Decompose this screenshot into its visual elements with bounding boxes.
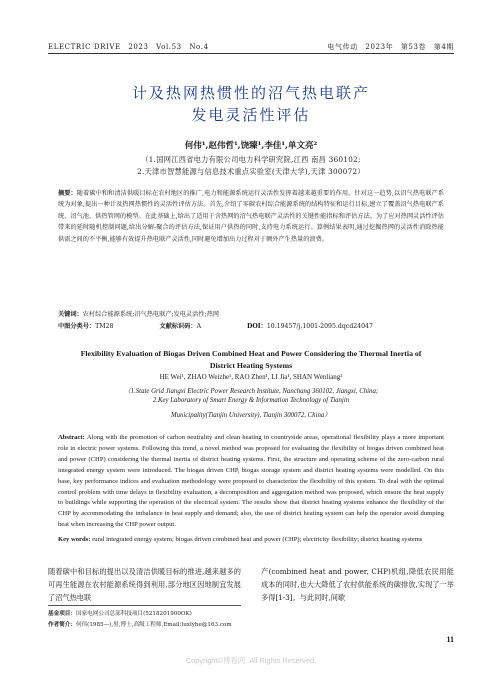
abstract-en-text: Along with the promotion of carbon neutrality and clean heating in countryside areas, operational flexibility plays a more important role in electric power systems. Following this trend, a novel method was proposed for evaluating the flexibility of biogas driven combined heat and power (CHP) considering the thermal inertia of district heating systems. First, the structure and operating scheme of the zero-carbon rural integrated energy system were introduced. The biogas driven CHP, biogas storage system and district heating systems were modelled. On this base, key performance indices and evaluation methodology were proposed to characterize the flexibility of this system. To deal with the optimal control problem with time delays in flexibility evaluation, a decomposition and aggregation method was proposed, which ensure the heat supply to buildings while supporting the operation of the electrical system. The results show that district heating systems enhance the flexibility of the CHP by accommodating the imbalance in heat supply and demand; also, the use of district heating system can help the operator avoid dumping heat when increasing the CHP power output. [58, 434, 444, 529]
paper-title-en-line1: Flexibility Evaluation of Biogas Driven Combined Heat and Power Considering the Thermal Inertia of [80, 349, 422, 358]
affiliation-cn-1: （1.国网江西省电力有限公司电力科学研究院,江西 南昌 360102; [141, 155, 361, 164]
clc-number: 中图分类号：TM28 [58, 323, 114, 330]
classification-line [58, 321, 444, 330]
page-number: 11 [446, 635, 454, 644]
body-text-column-1: 随着碳中和目标的提出以及清洁供暖目标的推进,越来越多的可再生能源在农村能源系统得到利用,部分地区因地制宜发展了沼气热电联 [48, 567, 241, 602]
authors-cn: 何伟¹,赵伟哲¹,饶臻¹,李佳¹,单文亮² [184, 141, 318, 151]
footnote-author-bio: 作者简介：何伟(1985—),男,博士,高级工程师,Email:luxlyhe@163.com [48, 622, 232, 628]
affiliation-en-3: Municipality(Tianjin University), Tianjin 300072, China） [170, 412, 332, 419]
body-text-column-2: 产(combined heat and power, CHP)机组,降低农民用能成本的同时,也大大降低了农村供能系统的碳排放,实现了一举多得[1-3]。与此同时,间歇 [261, 567, 454, 602]
copyright-watermark: Copyright©博看网. All Rights Reserved. [185, 656, 317, 665]
header-divider [48, 53, 454, 54]
doi: DOI：10.19457/j.1001-2095.dqcd24047 [247, 323, 373, 330]
keywords-cn [58, 309, 444, 318]
keywords-en-label: Key words: [58, 536, 93, 543]
affiliation-en-1: （1.State Grid Jiangxi Electric Power Research Institute, Nanchang 360102, Jiangxi, China; [123, 388, 379, 395]
running-header-en: ELECTRIC DRIVE 2023 Vol.53 No.4 [48, 43, 209, 51]
paper-title-cn-line2: 发电灵活性评估 [191, 106, 311, 124]
running-header-cn: 电气传动 2023年 第53卷 第4期 [327, 43, 454, 51]
affiliation-en-2: 2.Key Laboratory of Smart Energy & Information Technology of Tianjin [152, 397, 350, 404]
paper-title-en-line2: District Heating Systems [209, 361, 293, 370]
abstract-cn [58, 188, 444, 245]
footnote-funding: 基金项目：国家电网公司总部科技项目(5218201900OK) [48, 611, 192, 617]
footnote-divider [48, 605, 241, 606]
paper-title-cn-line1: 计及热网热惯性的沼气热电联产 [131, 84, 370, 102]
affiliation-cn-2: 2.天津市智慧能源与信息技术重点实验室(天津大学),天津 300072） [137, 167, 365, 176]
keywords-en-text: rural integrated energy system; biogas driven combined heat and power (CHP); electricity flexibility; district heating systems [92, 536, 423, 543]
authors-en: HE Wei¹, ZHAO Weizhe¹, RAO Zhen¹, LI Jia¹, SHAN Wenliang² [159, 373, 343, 381]
abstract-en-label: Abstract: [58, 434, 87, 441]
abstract-cn-label: 摘要： [58, 190, 77, 197]
keywords-en [58, 535, 444, 546]
abstract-en [58, 433, 444, 531]
keywords-cn-label: 关键词： [58, 311, 83, 318]
document-code: 文献标识码：A [159, 323, 202, 330]
abstract-cn-text: 随着碳中和和清洁供暖目标在农村地区的推广,电力和能源系统运行灵活性发挥着越来越重要的作用。针对这一趋势,以沼气热电联产系统为对象,提出一种计及热网热惯性的灵活性评估方法。首先,介绍了零碳农村综合能源系统的结构特征和运行目标,建立了覆盖沼气热电联产系统、沼气池、供热管网的模型。在此基础上,给出了适用于含热网的沼气热电联产灵活性的关键性能指标和评估方法。为了应对热网灵活性评估带来的延时随机控制问题,给出分解-聚合的评估方法,保证用户供热的同时,支持电力系统运行。算例结果表明,通过挖掘热网的灵活性消除热能供需之间的不平衡,能够有效提升热电联产灵活性,同时避免增加出力过程对于额外产生热量的浪费。 [58, 190, 445, 243]
keywords-cn-text: 农村综合能源系统;沼气热电联产;发电灵活性;热网 [82, 311, 219, 318]
